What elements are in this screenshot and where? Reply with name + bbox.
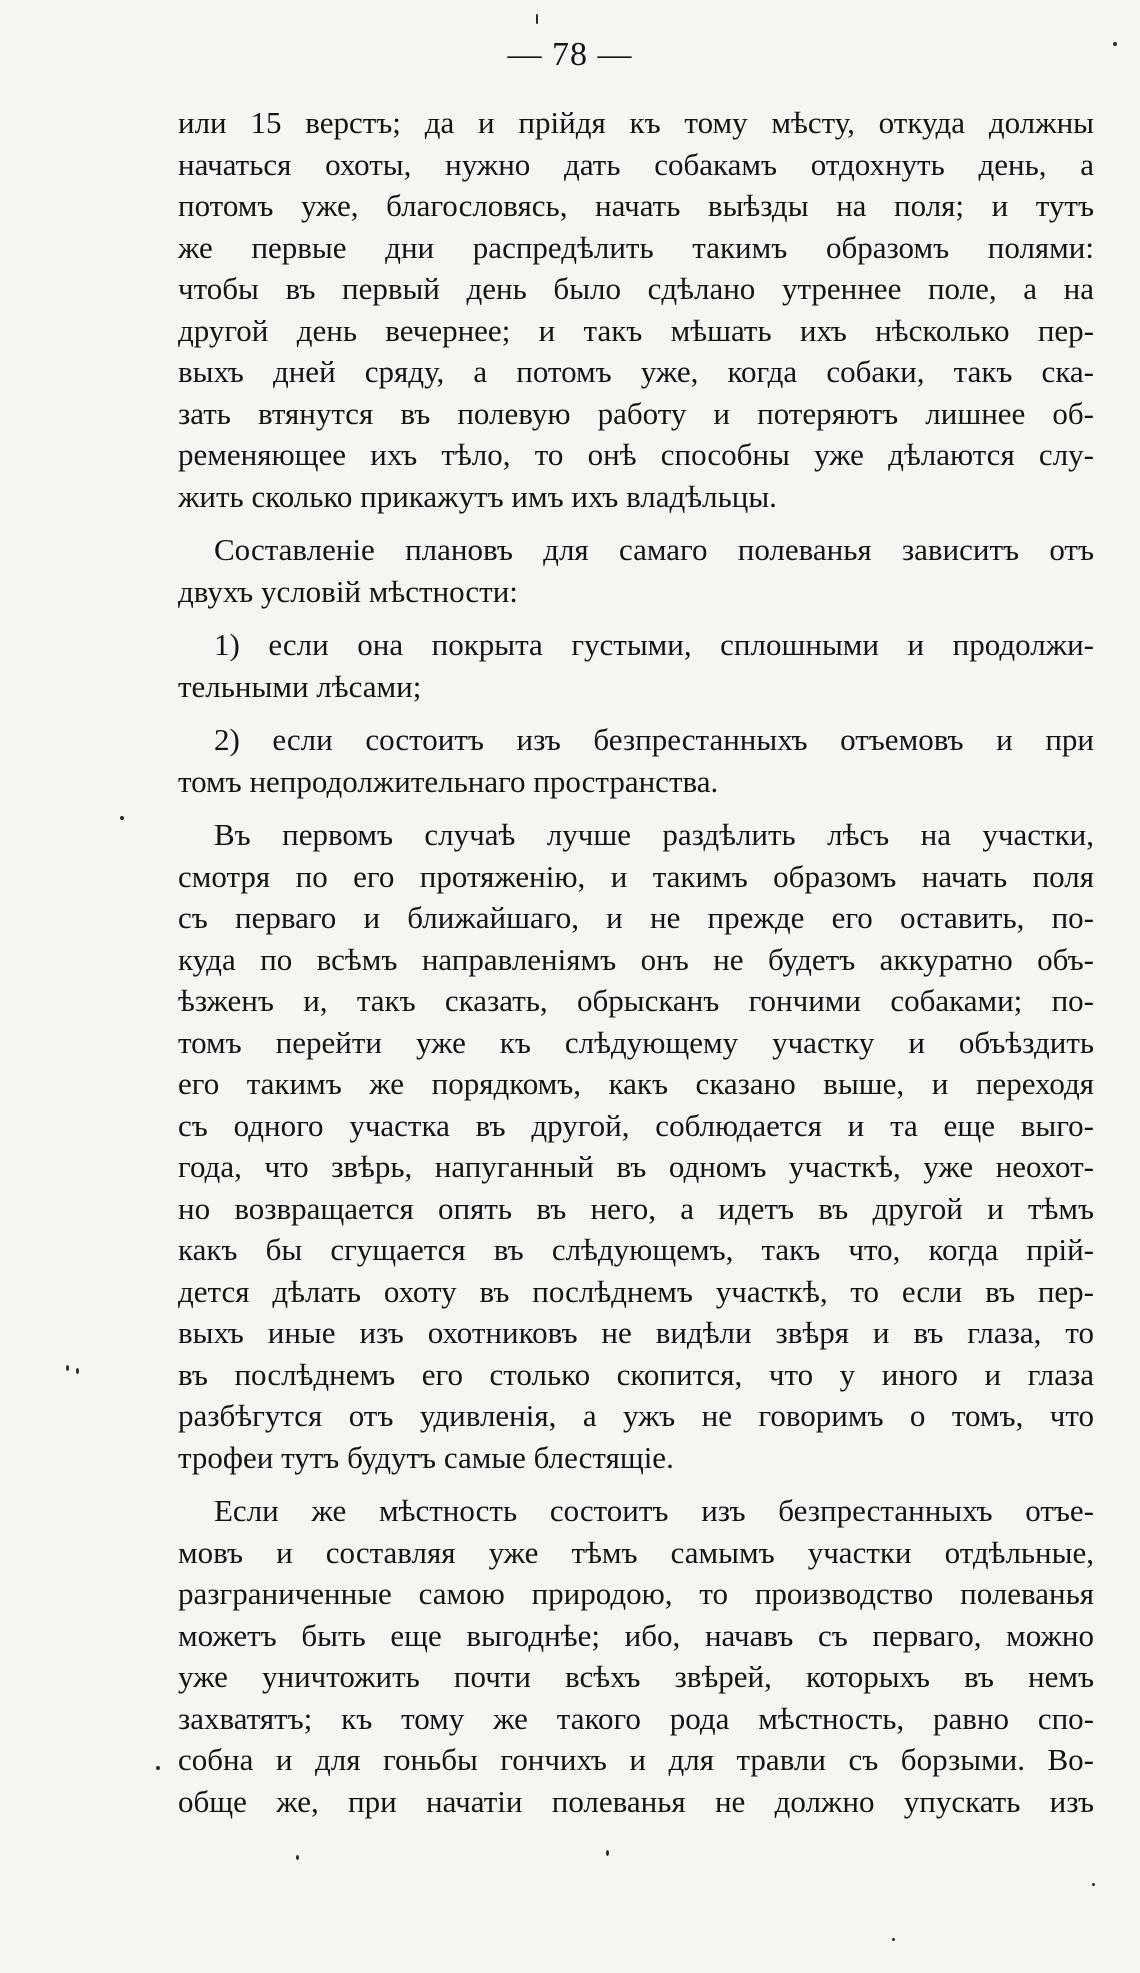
text-line: томъ непродолжительнаго пространства. — [178, 763, 719, 799]
print-speck — [536, 14, 538, 24]
text-line: мовъ и составляя уже тѣмъ самымъ участки отдѣльные, — [178, 1534, 1094, 1570]
print-speck — [892, 1938, 895, 1941]
text-line: съ перваго и ближайшаго, и не прежде его оставить, по- — [178, 900, 1094, 935]
text-line: томъ перейти уже къ слѣдующему участку и объѣздить — [178, 1024, 1094, 1060]
print-speck — [296, 1855, 299, 1860]
text-line: но возвращается опять въ него, а идетъ въ другой и тѣмъ — [178, 1190, 1094, 1226]
text-line: чтобы въ первый день было сдѣлано утреннее поле, а на — [178, 271, 1094, 306]
text-line: его такимъ же порядкомъ, какъ сказано выше, и переходя — [178, 1066, 1094, 1101]
text-line: выхъ иные изъ охотниковъ не видѣли звѣря и въ глаза, то — [178, 1315, 1094, 1350]
page-text — [178, 102, 1094, 1822]
text-line: уже уничтожить почти всѣхъ звѣрей, которыхъ въ немъ — [178, 1659, 1094, 1694]
text-line: съ одного участка въ другой, соблюдается и та еще выго- — [178, 1107, 1094, 1143]
text-line: тельными лѣсами; — [178, 668, 422, 704]
text-line: обще же, при начатіи полеванья не должно упускать изъ — [178, 1783, 1094, 1819]
text-line: какъ бы сгущается въ слѣдующемъ, такъ что, когда прій- — [178, 1232, 1094, 1267]
text-line: можетъ быть еще выгоднѣе; ибо, начавъ съ перваго, можно — [178, 1617, 1094, 1653]
text-line: потомъ уже, благословясь, начать выѣзды на поля; и тутъ — [178, 188, 1094, 223]
text-line: 1) если она покрыта густыми, сплошными и продолжи- — [214, 627, 1094, 662]
text-line: ѣзженъ и, такъ сказать, обрысканъ гончими собаками; по- — [178, 983, 1094, 1018]
text-line: выхъ дней сряду, а потомъ уже, когда собаки, такъ ска- — [178, 354, 1094, 389]
text-line: дется дѣлать охоту въ послѣднемъ участкѣ, то если въ пер- — [178, 1273, 1094, 1309]
text-line: жить сколько прикажутъ имъ ихъ владѣльцы. — [178, 478, 777, 514]
text-line: двухъ условій мѣстности: — [178, 573, 518, 609]
text-line: ременяющее ихъ тѣло, то онѣ способны уже дѣлаются слу- — [178, 437, 1094, 472]
text-line: же первые дни распредѣлить такимъ образомъ полями: — [178, 229, 1094, 265]
page-number: — 78 — — [507, 36, 633, 73]
print-speck — [120, 816, 124, 820]
print-speck — [1092, 1883, 1095, 1886]
text-line: Въ первомъ случаѣ лучше раздѣлить лѣсъ на участки, — [214, 817, 1094, 852]
text-line: другой день вечернее; и такъ мѣшать ихъ нѣсколько пер- — [178, 312, 1094, 348]
text-line: зать втянутся въ полевую работу и потеряютъ лишнее об- — [178, 395, 1094, 431]
text-line: трофеи тутъ будутъ самые блестящіе. — [178, 1439, 674, 1475]
print-speck — [76, 1368, 79, 1374]
text-line: разбѣгутся отъ удивленія, а ужъ не говоримъ о томъ, что — [178, 1398, 1094, 1433]
text-line: Составленіе плановъ для самаго полеванья зависитъ отъ — [214, 532, 1094, 567]
text-line: въ послѣднемъ его столько скопится, что у иного и глаза — [178, 1356, 1094, 1392]
print-speck — [156, 1766, 160, 1770]
text-line: захватятъ; къ тому же такого рода мѣстность, равно спо- — [178, 1700, 1094, 1736]
text-line: года, что звѣрь, напуганный въ одномъ участкѣ, уже неохот- — [178, 1149, 1094, 1184]
text-line: разграниченные самою природою, то производство полеванья — [178, 1576, 1094, 1611]
text-line: смотря по его протяженію, и такимъ образомъ начать поля — [178, 858, 1094, 894]
text-line: собна и для гоньбы гончихъ и для травли съ борзыми. Во- — [178, 1742, 1094, 1777]
text-line: куда по всѣмъ направленіямъ онъ не будетъ аккуратно объ- — [178, 941, 1094, 977]
text-line: 2) если состоитъ изъ безпрестанныхъ отъемовъ и при — [214, 722, 1094, 757]
text-line: или 15 верстъ; да и прійдя къ тому мѣсту, откуда должны — [178, 105, 1094, 140]
print-speck — [66, 1365, 69, 1371]
print-speck — [1113, 42, 1117, 46]
print-speck — [606, 1850, 609, 1856]
text-line: начаться охоты, нужно дать собакамъ отдохнуть день, а — [178, 146, 1094, 182]
text-line: Если же мѣстность состоитъ изъ безпрестанныхъ отъе- — [214, 1493, 1094, 1528]
